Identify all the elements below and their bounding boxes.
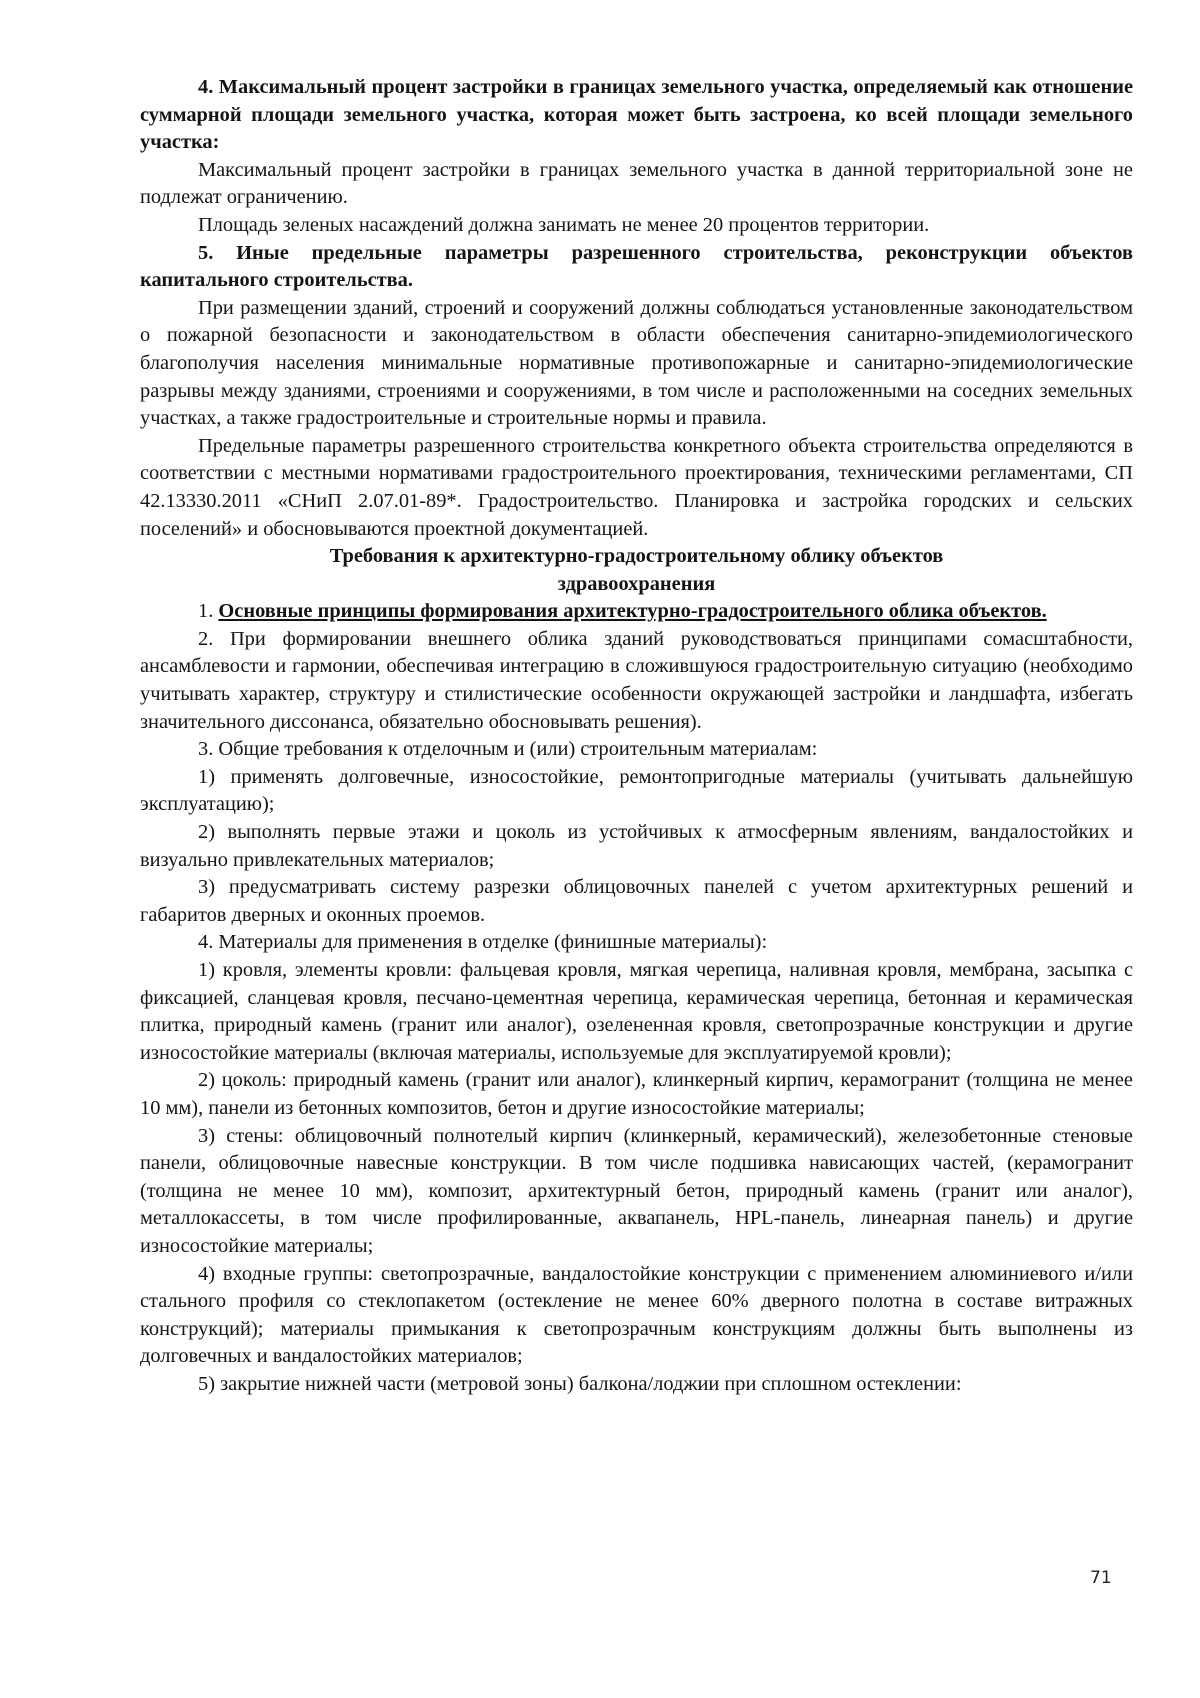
item-4-sub-3: 3) стены: облицовочный полнотелый кирпич (клинкерный, керамический), железобетонные стеновые панели, облицовочные навесные конструкции. В том числе подшивка нависающих частей, (керамогранит (толщина не менее 10 мм), композит, архитектурный бетон, природный камень (гранит или аналог), металлокассеты, в том числе профилированные, аквапанель, HPL-панель, линеарная панель) и другие износостойкие материалы; xyxy=(140,1124,1133,1257)
requirements-title-line-2: здравоохранения xyxy=(557,572,716,595)
item-3-sub-2: 2) выполнять первые этажи и цоколь из устойчивых к атмосферным явлениям, вандалостойких и визуально привлекательных материалов; xyxy=(140,821,1133,871)
item-4: 4. Материалы для применения в отделке (финишные материалы): xyxy=(198,931,768,954)
item-2: 2. При формировании внешнего облика зданий руководствоваться принципами сомасштабности, ансамблевости и гармонии, обеспечивая интеграцию в сложившуюся градостроительную ситуацию (необходимо учитывать характер, структуру и стилистические особенности окружающей застройки и ландшафта, избегать значительного диссонанса, обязательно обосновывать решения). xyxy=(140,627,1133,733)
item-4-sub-5: 5) закрытие нижней части (метровой зоны) балкона/лоджии при сплошном остеклении: xyxy=(198,1372,962,1395)
item-4-sub-2: 2) цоколь: природный камень (гранит или аналог), клинкерный кирпич, керамогранит (толщина не менее 10 мм), панели из бетонных композитов, бетон и другие износостойкие материалы; xyxy=(140,1069,1133,1119)
section-4-paragraph-2: Площадь зеленых насаждений должна занимать не менее 20 процентов территории. xyxy=(198,213,930,236)
section-5-paragraph-1: При размещении зданий, строений и сооружений должны соблюдаться установленные законодательством о пожарной безопасности и законодательством в области обеспечения санитарно-эпидемиологического благополучия населения минимальные нормативные противопожарные и санитарно-эпидемиологические разрывы между зданиями, строениями и сооружениями, в том числе и расположенными на соседних земельных участках, а также градостроительные и строительные нормы и правила. xyxy=(140,296,1133,430)
section-5-paragraph-2: Предельные параметры разрешенного строительства конкретного объекта строительства определяются в соответствии с местными нормативами градостроительного проектирования, техническими регламентами, СП 42.13330.2011 «СНиП 2.07.01-89*. Градостроительство. Планировка и застройка городских и сельских поселений» и обосновываются проектной документацией. xyxy=(140,434,1133,540)
section-4-paragraph-1: Максимальный процент застройки в границах земельного участка в данной территориальной зоне не подлежат ограничению. xyxy=(140,158,1133,209)
section-5-heading: 5. Иные предельные параметры разрешенного строительства, реконструкции объектов капитального строительства. xyxy=(140,241,1133,292)
item-3-sub-3: 3) предусматривать систему разрезки облицовочных панелей с учетом архитектурных решений и габаритов дверных и оконных проемов. xyxy=(140,876,1133,926)
item-1-text: Основные принципы формирования архитектурно-градостроительного облика объектов. xyxy=(218,600,1047,623)
document-body xyxy=(140,74,1133,1399)
item-4-sub-1: 1) кровля, элементы кровли: фальцевая кровля, мягкая черепица, наливная кровля, мембрана, засыпка с фиксацией, сланцевая кровля, песчано-цементная черепица, керамическая черепица, бетонная и керамическая плитка, природный камень (гранит или аналог), озелененная кровля, светопрозрачные конструкции и другие износостойкие материалы (включая материалы, используемые для эксплуатируемой кровли); xyxy=(140,959,1133,1064)
page-number: 71 xyxy=(1090,1568,1112,1588)
item-1 xyxy=(140,598,1133,626)
item-3-sub-1: 1) применять долговечные, износостойкие, ремонтопригодные материалы (учитывать дальнейшую эксплуатацию); xyxy=(140,765,1133,816)
item-3: 3. Общие требования к отделочным и (или) строительным материалам: xyxy=(198,738,818,761)
item-1-number: 1. xyxy=(198,600,214,623)
requirements-title xyxy=(140,543,1133,598)
item-4-sub-4: 4) входные группы: светопрозрачные, вандалостойкие конструкции с применением алюминиевого и/или стального профиля со стеклопакетом (остекление не менее 60% дверного полотна в составе витражных конструкций); материалы примыкания к светопрозрачным конструкциям должны быть выполнены из долговечных и вандалостойких материалов; xyxy=(140,1262,1133,1368)
section-4-heading: 4. Максимальный процент застройки в границах земельного участка, определяемый как отношение суммарной площади земельного участка, которая может быть застроена, ко всей площади земельного участка: xyxy=(140,76,1133,154)
requirements-title-line-1: Требования к архитектурно-градостроительному облику объектов xyxy=(329,545,944,568)
